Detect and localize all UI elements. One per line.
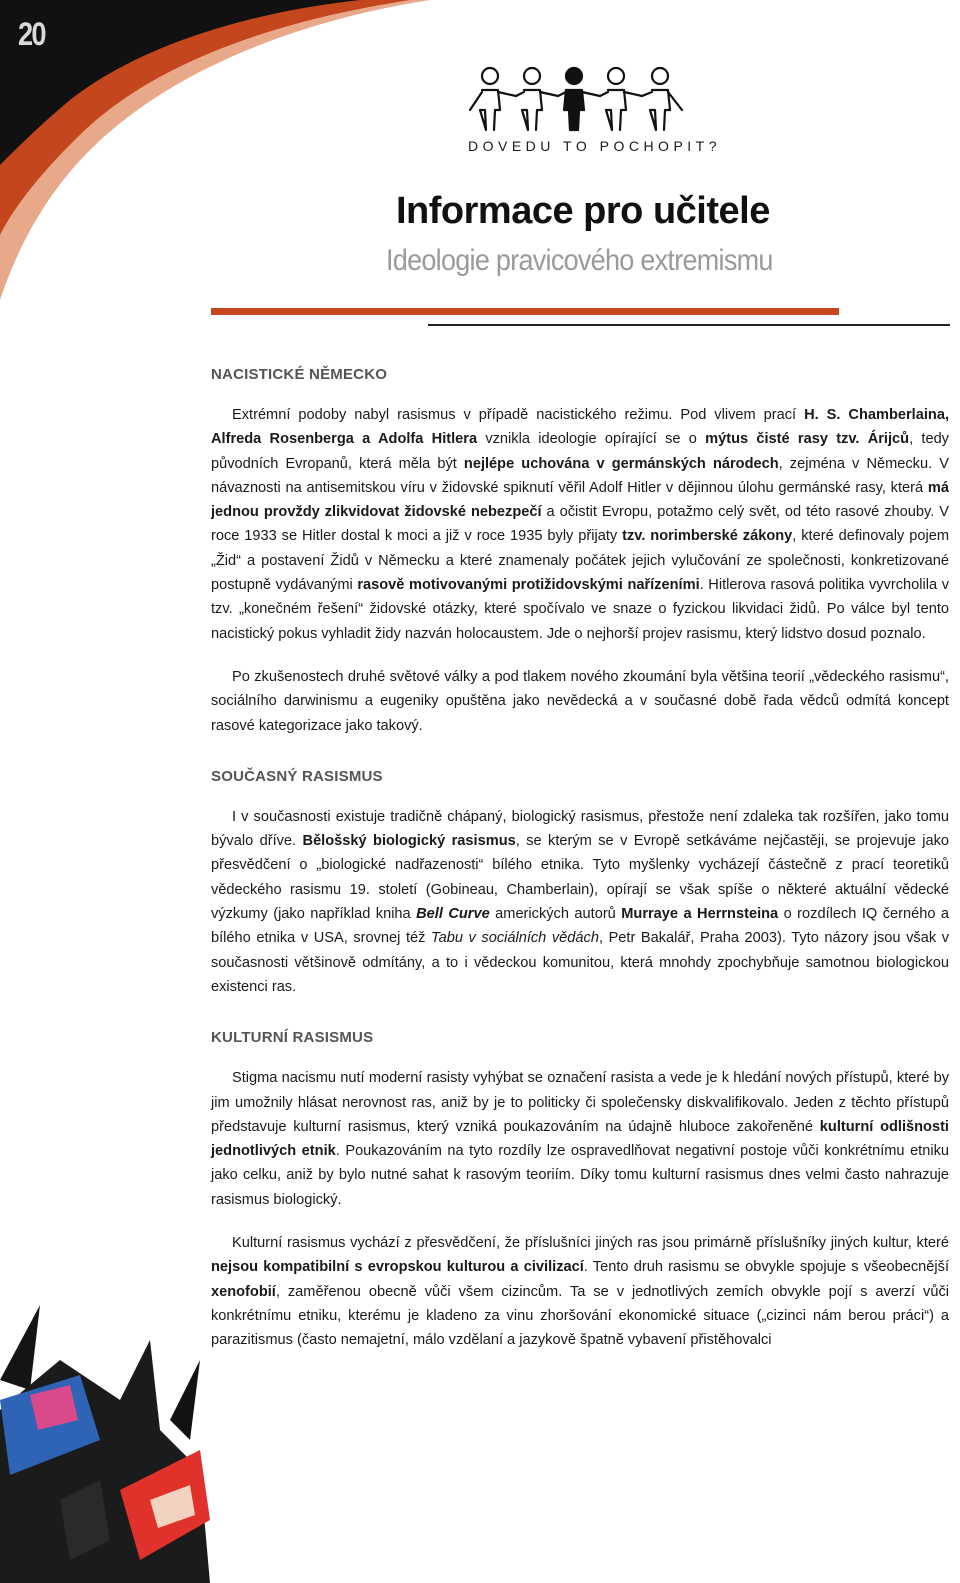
text-run: amerických autorů	[489, 906, 622, 923]
section-heading-kulturni-rasismus: KULTURNÍ RASISMUS	[211, 1029, 374, 1047]
paragraph	[211, 1066, 949, 1212]
text-run: . Tento druh rasismu se obvykle spojuje s všeobecnější	[583, 1259, 949, 1276]
emphasis-text: kulturní odlišnosti jednotlivých etnik	[211, 1118, 949, 1160]
text-run: vznikla ideologie opírající se o	[477, 431, 706, 448]
black-divider	[428, 324, 950, 326]
paragraph	[211, 805, 949, 999]
italic-text: Tabu v sociálních vědách	[431, 930, 599, 947]
emphasis-text: nejsou kompatibilní s evropskou kulturou a civilizací	[211, 1259, 584, 1276]
logo	[468, 66, 722, 154]
text-run: , Petr Bakalář, Praha 2003). Tyto názory jsou však v současnosti většinově odmítány, a to i vědeckou komunitou, která mnohdy zpochybňuje samotnou biologickou existenci ras.	[211, 930, 949, 995]
text-run: , zaměřenou obecně vůči všem cizincům. Ta se v jednotlivých zemích obvykle pojí s averzí vůči konkrétnímu etniku, kterému je kladeno za vinu zhoršování ekonomické situace („cizinci nám berou práci“) a parazitismus (často nemajetní, málo vzdělaní a jazykově špatně vybavení přistěhovalci	[211, 1283, 949, 1349]
emphasis-text: Murraye a Herrnsteina	[621, 906, 779, 923]
page-number: 20	[18, 16, 45, 52]
text-run: , se kterým se v Evropě setkáváme nejčastěji, se projevuje jako přesvědčení o „biologické nadřazenosti“ bílého etnika. Tyto myšlenky vycházejí částečně z prací teoretiků vědeckého rasismu 19. století (Gobineau, Chamberlain), opírají se však spíše o některé aktuální vědecké výzkumy (jako například kniha	[211, 833, 949, 923]
text-run: , které definovaly pojem „Žid“ a postavení Židů v Německu a které znamenaly počátek jejich vylučování ze společnosti, konkretizované postupně vydávanými	[211, 528, 949, 594]
corner-swoosh-decoration	[0, 0, 430, 330]
emphasis-text: xenofobií	[211, 1283, 276, 1300]
emphasis-text: nejlépe uchována v germánských národech	[463, 455, 779, 472]
emphasis-text: Bělošský biologický rasismus	[302, 833, 516, 850]
paragraph	[211, 1231, 949, 1352]
text-run: . Poukazováním na tyto rozdíly lze ospravedlňovat negativní postoje vůči konkrétnímu etniku jako celku, aniž by bylo nutné sahat k rasovým teoriím. Díky tomu kulturní rasismus dnes velmi často nahrazuje rasismus biologický.	[211, 1143, 950, 1208]
people-chain-icon	[468, 66, 690, 134]
emphasis-text: tzv. norimberské zákony	[622, 528, 793, 545]
emphasis-text: H. S. Chamberlaina, Alfreda Rosenberga a Adolfa Hitlera	[211, 407, 949, 448]
page-subtitle: Ideologie pravicového extremismu	[386, 244, 773, 277]
article-body	[211, 366, 949, 1353]
paragraph	[211, 665, 949, 738]
text-run: . Hitlerova rasová politika vyvrcholila v tzv. „konečném řešení“ židovské otázky, které spočívalo ve snaze o fyzickou likvidaci židů. Po válce byl tento nacistický pokus vyhladit židy nazván holocaustem. Jde o nejhorší projev rasismu, který lidstvo dosud poznalo.	[211, 577, 949, 642]
text-run: , zejména v Německu. V návaznosti na antisemitskou víru v židovské spiknutí věřil Adolf Hitler v dějinnou úlohu germánské rasy, která	[211, 455, 949, 496]
text-run: I v současnosti existuje tradičně chápaný, biologický rasismus, přestože není zdaleka tak rozšířen, jako tomu bývalo dříve.	[211, 808, 949, 850]
emphasis-text: Bell Curve	[416, 906, 490, 923]
emphasis-text: má jednou provždy zlikvidovat židovské nebezpečí	[211, 479, 949, 521]
emphasis-text: mýtus čisté rasy tzv. Árijců	[705, 431, 910, 448]
text-run: Po zkušenostech druhé světové války a pod tlakem nového zkoumání byla většina teorií „vědeckého rasismu“, sociálního darwinismu a eugeniky opuštěna jako nevědecká a v současné době řada vědců odmítá koncept rasové kategorizace jako takový.	[211, 668, 949, 734]
text-run: Kulturní rasismus vychází z přesvědčení, že příslušníci jiných ras jsou primárně příslušníky jiných kultur, které	[232, 1235, 949, 1252]
section-heading-soucasny-rasismus: SOUČASNÝ RASISMUS	[211, 767, 383, 785]
text-run: Stigma nacismu nutí moderní rasisty vyhýbat se označení rasista a vede je k hledání nových přístupů, které by jim umožnily hlásat nerovnost ras, aniž by je to politicky či společensky diskvalifikovalo. Jeden z těchto přístupů představuje kulturní rasismus, který vzniká poukazováním na údajně hluboce zakořeněné	[211, 1070, 949, 1135]
text-run: a očistit Evropu, potažmo celý svět, od této rasové zhouby. V roce 1933 se Hitler dostal k moci a již v roce 1935 byly přijaty	[211, 504, 949, 545]
text-run: , tedy původních Evropanů, která měla být	[211, 431, 949, 472]
text-run: o rozdílech IQ černého a bílého etnika v USA, srovnej též	[211, 906, 950, 947]
page-title: Informace pro učitele	[396, 190, 770, 232]
emphasis-text: rasově motivovanými protižidovskými nařízeními	[357, 577, 700, 594]
logo-text: DOVEDU TO POCHOPIT?	[468, 138, 722, 154]
section-heading-nacisticke-nemecko: NACISTICKÉ NĚMECKO	[211, 366, 388, 383]
paragraph	[211, 403, 949, 646]
orange-divider	[211, 308, 839, 315]
protest-photo-fragment	[0, 1300, 210, 1583]
text-run: Extrémní podoby nabyl rasismus v případě nacistického režimu. Pod vlivem prací	[232, 407, 805, 423]
